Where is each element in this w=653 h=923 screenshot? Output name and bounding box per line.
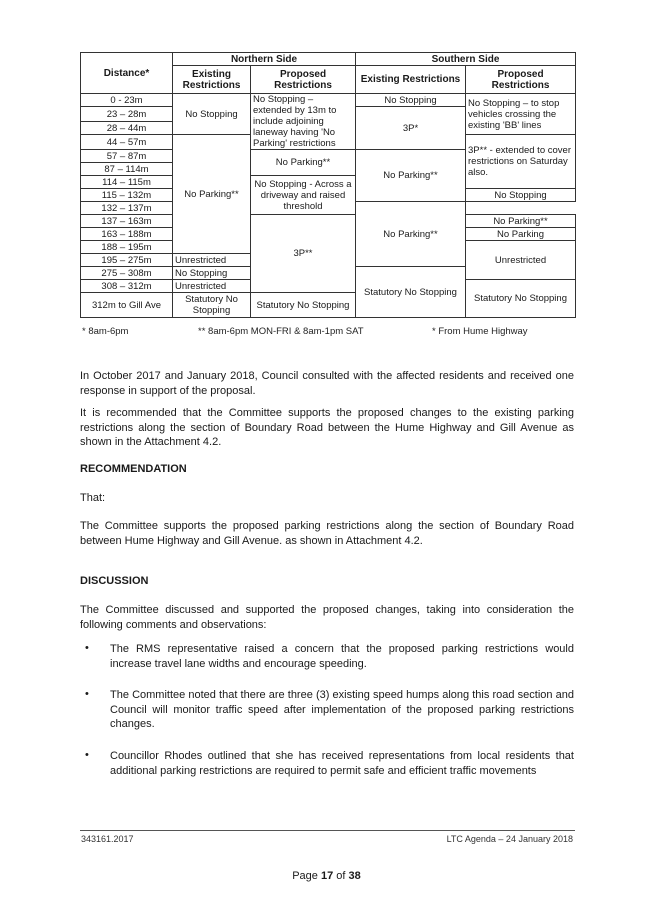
discussion-bullet: Councillor Rhodes outlined that she has received representations from local residents that additional parking restrictions are required to permit safe and efficient traffic movements	[110, 750, 574, 777]
distance-cell: 114 – 115m	[81, 176, 173, 189]
distance-cell: 275 – 308m	[81, 267, 173, 280]
header-north-existing: Existing Restrictions	[173, 66, 251, 94]
bullet-marker: •	[85, 688, 89, 700]
distance-cell: 28 – 44m	[81, 122, 173, 135]
bullet-marker: •	[85, 642, 89, 654]
south-existing-cell: 3P*	[356, 107, 466, 150]
discussion-bullet: The RMS representative raised a concern that the proposed parking restrictions would increase travel lane widths and encourage speeding.	[110, 643, 574, 670]
north-proposed-cell: 3P**	[251, 215, 356, 293]
distance-cell: 137 – 163m	[81, 215, 173, 228]
south-existing-cell: No Stopping	[356, 94, 466, 107]
header-south-proposed: Proposed Restrictions	[466, 66, 576, 94]
north-proposed-cell: No Stopping - Across a driveway and raised threshold	[251, 176, 356, 215]
distance-cell: 163 – 188m	[81, 228, 173, 241]
discussion-heading: DISCUSSION	[80, 575, 149, 587]
recommendation-that: That:	[80, 492, 106, 504]
north-proposed-cell: No Parking**	[251, 150, 356, 176]
north-existing-cell: No Parking**	[173, 135, 251, 254]
discussion-intro: The Committee discussed and supported the proposed changes, taking into consideration the following comments and observations:	[80, 604, 574, 631]
header-southern-side: Southern Side	[356, 53, 576, 66]
header-north-proposed: Proposed Restrictions	[251, 66, 356, 94]
header-northern-side: Northern Side	[173, 53, 356, 66]
distance-cell: 44 – 57m	[81, 135, 173, 150]
south-proposed-cell: No Stopping	[466, 189, 576, 202]
north-proposed-cell: Statutory No Stopping	[251, 293, 356, 318]
north-existing-cell: Statutory No Stopping	[173, 293, 251, 318]
discussion-bullet: The Committee noted that there are three (3) existing speed humps along this road section and Council will monitor traffic speed after implementation of the proposed parking restrictions changes.	[110, 689, 574, 730]
distance-cell: 188 – 195m	[81, 241, 173, 254]
footer-agenda: LTC Agenda – 24 January 2018	[446, 834, 573, 844]
bullet-marker: •	[85, 749, 89, 761]
north-existing-cell: Unrestricted	[173, 254, 251, 267]
page-separator: of	[333, 870, 349, 882]
north-existing-cell: Unrestricted	[173, 280, 251, 293]
distance-cell: 87 – 114m	[81, 163, 173, 176]
paragraph-recommended: It is recommended that the Committee supports the proposed changes to the existing parking restrictions along the section of Boundary Road between the Hume Highway and Gill Avenue as shown in the Attachment 4.2.	[80, 407, 574, 448]
page-total: 38	[348, 870, 361, 882]
distance-cell: 0 - 23m	[81, 94, 173, 107]
distance-cell: 195 – 275m	[81, 254, 173, 267]
south-existing-cell: No Parking**	[356, 150, 466, 202]
footnote-weekday: ** 8am-6pm MON-FRI & 8am-1pm SAT	[198, 326, 364, 337]
page-current: 17	[320, 870, 334, 882]
distance-cell: 57 – 87m	[81, 150, 173, 163]
south-proposed-cell: No Stopping – to stop vehicles crossing the existing 'BB' lines	[466, 94, 576, 135]
south-proposed-cell: Statutory No Stopping	[356, 267, 466, 318]
header-distance: Distance*	[81, 53, 173, 94]
distance-cell: 23 – 28m	[81, 107, 173, 122]
footnote-time: * 8am-6pm	[82, 326, 129, 337]
north-existing-cell: No Stopping	[173, 267, 251, 280]
south-existing-cell: Unrestricted	[466, 241, 576, 280]
south-existing-cell: No Parking	[466, 228, 576, 241]
recommendation-heading: RECOMMENDATION	[80, 463, 187, 475]
page-prefix: Page	[292, 870, 321, 882]
north-existing-cell: No Stopping	[173, 94, 251, 135]
footnote-distance: * From Hume Highway	[432, 326, 528, 337]
south-existing-cell: Statutory No Stopping	[466, 280, 576, 318]
footer-divider	[80, 830, 575, 831]
distance-cell: 308 – 312m	[81, 280, 173, 293]
page-number	[0, 870, 653, 882]
parking-restrictions-table	[80, 52, 576, 318]
north-proposed-cell: No Stopping – extended by 13m to include adjoining laneway having 'No Parking' restrictions	[251, 94, 356, 150]
distance-cell: 115 – 132m	[81, 189, 173, 202]
south-proposed-cell: No Parking**	[356, 202, 466, 267]
recommendation-text: The Committee supports the proposed parking restrictions along the section of Boundary Road between Hume Highway and Gill Avenue. as shown in Attachment 4.2.	[80, 520, 574, 547]
header-south-existing: Existing Restrictions	[356, 66, 466, 94]
distance-cell: 312m to Gill Ave	[81, 293, 173, 318]
paragraph-consultation: In October 2017 and January 2018, Council consulted with the affected residents and received one response in support of the proposal.	[80, 370, 574, 397]
south-existing-cell: No Parking**	[466, 215, 576, 228]
south-proposed-cell: 3P** - extended to cover restrictions on Saturday also.	[466, 135, 576, 189]
footer-doc-id: 343161.2017	[81, 834, 134, 844]
distance-cell: 132 – 137m	[81, 202, 173, 215]
